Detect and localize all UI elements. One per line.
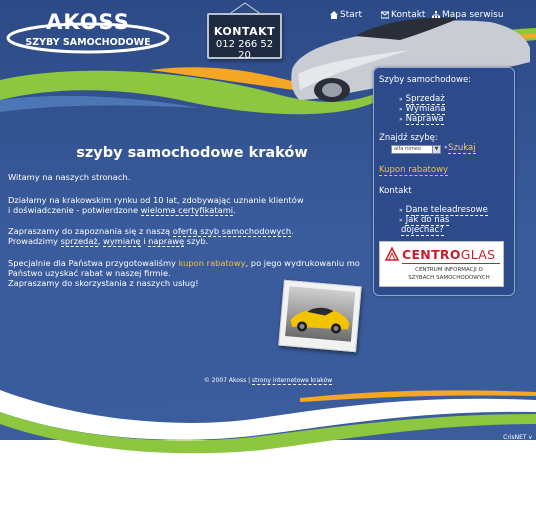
search-button[interactable]: Szukaj [448,143,476,153]
search-heading: Znajdź szybę: [379,133,438,143]
page-title: szyby samochodowe kraków [76,145,308,161]
footer [0,377,536,384]
sidebar-heading-glass: Szyby samochodowe: [379,75,472,85]
sidebar-item[interactable] [399,205,488,215]
replacement-link[interactable]: wymianę [103,236,141,246]
sidebar [373,67,515,296]
car-photo-image [285,286,355,342]
coupon-line-3: Zapraszamy do skorzystania z naszych usług! [8,278,199,288]
footer-copyright: © 2007 Akoss | [203,377,253,384]
footer-link[interactable]: strony internetowe kraków [252,377,333,384]
nav-sitemap-label: Mapa serwisu [442,10,504,20]
car-make-select[interactable] [391,145,441,154]
centroglas-logo-icon [384,246,400,262]
contact-sign-title: KONTAKT [213,25,276,38]
envelope-icon [381,11,389,19]
sidebar-item[interactable] [399,94,445,104]
logo-title: AKOSS [46,10,130,34]
contact-sign[interactable] [207,13,282,59]
text: Prowadzimy [8,236,61,246]
centroglas-name [402,247,495,262]
coupon-line-2: Państwo uzyskać rabat w naszej firmie. [8,268,171,278]
nav-sitemap[interactable] [432,10,504,20]
sidebar-list-glass [399,94,445,124]
sidebar-item[interactable] [399,215,488,225]
text: szyb. [184,236,209,246]
centroglas-tagline-1: CENTRUM INFORMACJI O [415,267,483,273]
text: , po jego wydrukowaniu mo [245,258,360,268]
nav-start[interactable] [330,10,362,20]
sidebar-link-directions-cont[interactable]: dojechać? [401,225,444,235]
nav-kontakt-label: Kontakt [391,10,426,20]
centroglas-name-thin: GLAS [460,247,496,262]
centroglas-tagline [394,266,504,282]
text: Zapraszamy do zapoznania się z naszą [8,226,173,236]
bullet-icon: » [399,106,403,113]
bullet-icon: » [399,96,403,103]
sidebar-link-naprawa[interactable]: Naprawa [405,114,444,124]
certificates-link[interactable]: wieloma certyfikatami [140,205,234,215]
centroglas-banner[interactable] [379,241,504,287]
sidebar-link-wymiana[interactable]: Wymiana [405,104,446,114]
centroglas-name-bold: CENTRO [402,247,461,262]
contact-sign-phone: 012 266 52 20 [215,39,274,61]
sidebar-heading-contact: Kontakt [379,186,412,196]
text: i doświadczenie - potwierdzone [8,205,141,215]
coupon-inline-link[interactable]: kupon rabatowy [178,258,246,268]
logo-subtitle: SZYBY SAMOCHODOWE [25,37,151,48]
logo[interactable] [4,8,172,54]
sidebar-link-sprzedaz[interactable]: Sprzedaż [405,94,445,104]
text: . [291,226,294,236]
sitemap-icon [432,11,440,19]
sidebar-list-contact [399,205,488,225]
sidebar-link-contact-data[interactable]: Dane teleadresowe [405,205,488,215]
coupon-link[interactable]: Kupon rabatowy [379,165,449,175]
bullet-icon: » [399,217,403,224]
welcome-text: Witamy na naszych stronach. [8,172,131,182]
offer-line-1 [8,226,294,236]
centroglas-tagline-2: SZYBACH SAMOCHODOWYCH [408,275,490,281]
sports-car-image [285,286,355,342]
home-icon [330,11,338,19]
sidebar-item[interactable] [399,104,445,114]
divider [402,263,500,264]
nav-start-label: Start [340,10,362,20]
text: , [97,236,104,246]
intro-line-1: Działamy na krakowskim rynku od 10 lat, zdobywając uznanie klientów [8,195,304,205]
coupon-line-1 [8,258,374,268]
repair-link[interactable]: naprawę [148,236,185,246]
credit-link[interactable]: CrisNET v [503,434,532,441]
bullet-icon: » [399,116,403,123]
bullet-icon: » [444,144,448,151]
offer-link[interactable]: ofertą szyb samochodowych [172,226,292,236]
text: . [233,205,236,215]
text: Specjalnie dla Państwa przygotowaliśmy [8,258,179,268]
sidebar-link-directions[interactable]: Jak do nas [405,215,450,225]
sidebar-item[interactable] [399,114,445,124]
offer-line-2 [8,236,208,246]
car-make-select-value: alfa romeo [394,146,421,152]
bullet-icon: » [399,207,403,214]
chevron-down-icon: ▼ [432,146,440,153]
car-photo [278,280,361,353]
intro-line-2 [8,205,236,215]
sales-link[interactable]: sprzedaż [60,236,98,246]
nav-kontakt[interactable] [381,10,425,20]
text: i [140,236,149,246]
